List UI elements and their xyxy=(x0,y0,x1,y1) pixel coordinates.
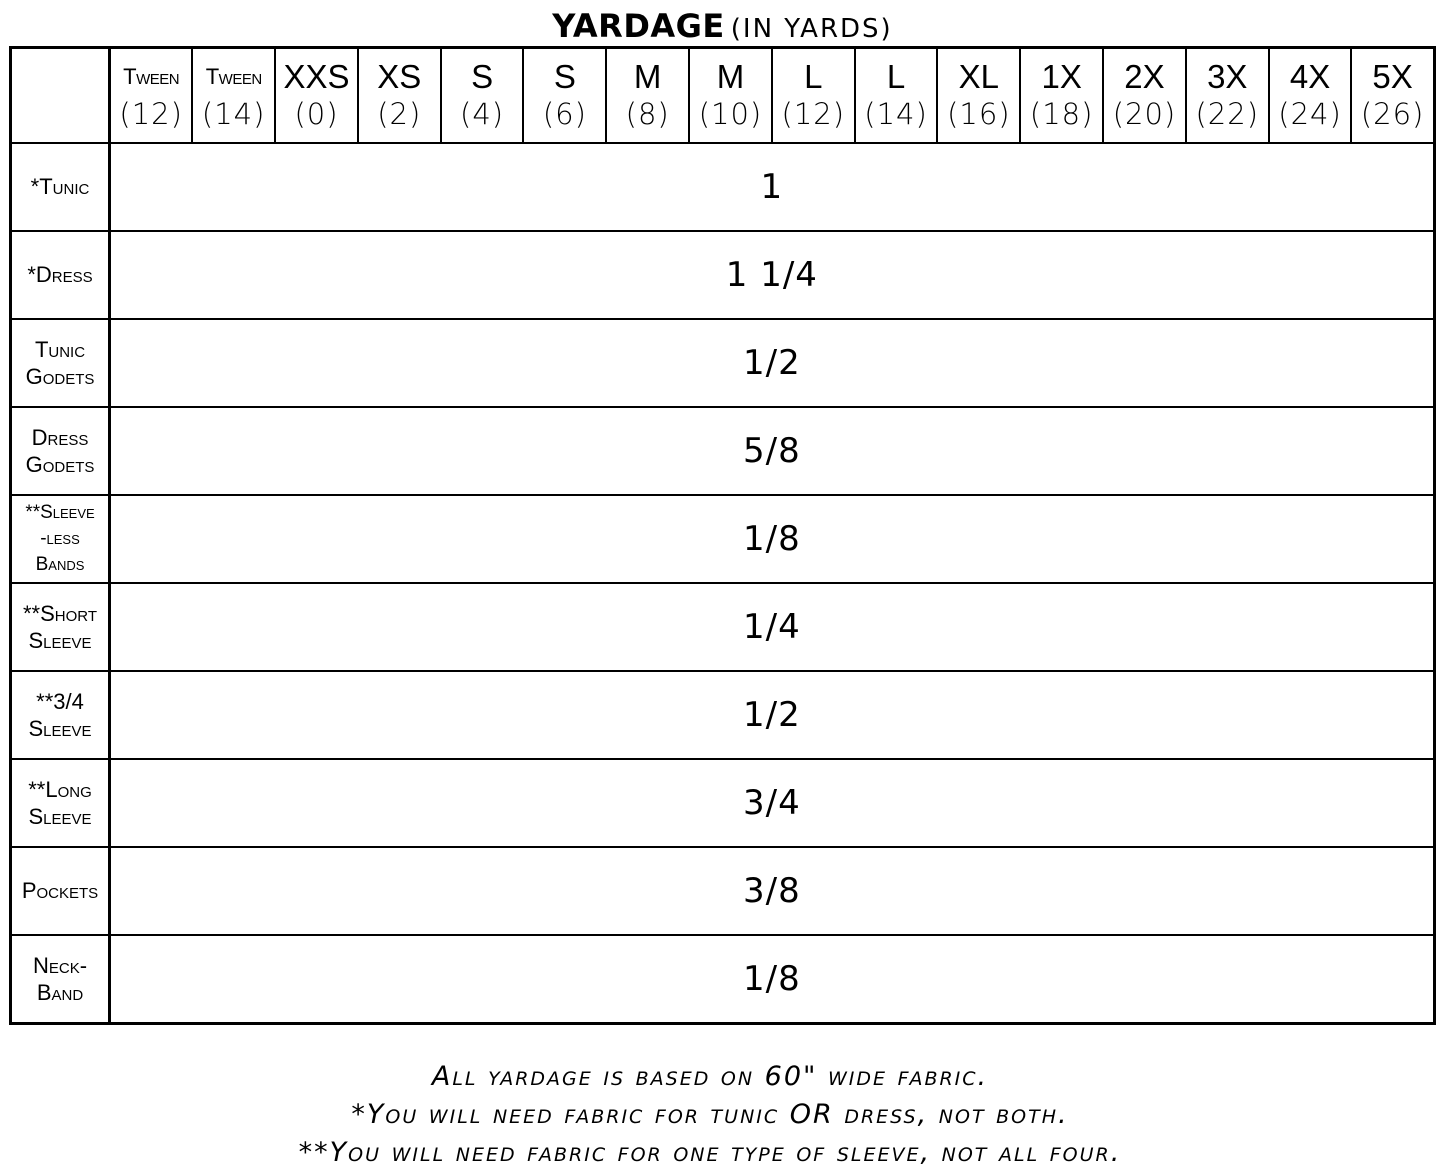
size-number: (14) xyxy=(201,97,266,132)
size-number: (16) xyxy=(947,97,1011,132)
row-label-line: **Sleeve xyxy=(25,501,95,523)
row-yardage-value: 3/8 xyxy=(110,847,1435,935)
size-name: 5X xyxy=(1372,58,1413,96)
table-row xyxy=(11,231,1435,319)
table-row xyxy=(11,671,1435,759)
size-header xyxy=(1351,48,1434,143)
row-label xyxy=(11,935,110,1024)
size-header-row xyxy=(11,48,1435,143)
size-name: XL xyxy=(958,58,1000,96)
size-header xyxy=(937,48,1020,143)
table-row xyxy=(11,143,1435,231)
size-header xyxy=(1020,48,1103,143)
size-number: (0) xyxy=(294,97,339,132)
size-name: 4X xyxy=(1289,58,1331,96)
size-name: Tween xyxy=(123,64,180,90)
size-name: 2X xyxy=(1124,58,1165,96)
size-number: (22) xyxy=(1195,97,1260,132)
table-row xyxy=(11,935,1435,1024)
size-name: M xyxy=(633,58,662,96)
row-label xyxy=(11,671,110,759)
size-header xyxy=(1269,48,1352,143)
size-name: 1X xyxy=(1041,58,1082,96)
row-label-line: Pockets xyxy=(21,878,99,903)
size-header xyxy=(275,48,358,143)
row-label-line: **Short xyxy=(22,600,98,626)
row-yardage-value: 1/2 xyxy=(110,319,1435,407)
size-header xyxy=(855,48,938,143)
row-label-line: **Long xyxy=(28,776,92,802)
size-header xyxy=(523,48,606,143)
size-header xyxy=(772,48,855,143)
row-label-line: Godets xyxy=(25,363,95,389)
size-number: (6) xyxy=(542,97,587,132)
yardage-table xyxy=(9,46,1436,1025)
size-name: 3X xyxy=(1207,58,1248,96)
size-number: (18) xyxy=(1029,97,1094,132)
size-header xyxy=(110,48,193,143)
size-name: XXS xyxy=(283,58,350,96)
size-header xyxy=(441,48,524,143)
size-header xyxy=(689,48,772,143)
size-header xyxy=(1103,48,1186,143)
size-name: S xyxy=(553,58,576,96)
row-label-line: *Tunic xyxy=(30,174,90,199)
row-label xyxy=(11,759,110,847)
row-label-line: Tunic xyxy=(34,336,86,362)
size-number: (2) xyxy=(377,97,422,132)
table-row xyxy=(11,847,1435,935)
size-header xyxy=(606,48,689,143)
size-name: S xyxy=(471,58,494,96)
size-header xyxy=(192,48,275,143)
size-name: L xyxy=(804,58,823,96)
size-number: (12) xyxy=(781,97,846,132)
size-number: (14) xyxy=(864,97,928,132)
table-row xyxy=(11,319,1435,407)
row-yardage-value: 1/8 xyxy=(110,495,1435,583)
size-name: M xyxy=(716,58,745,96)
title-main: YARDAGE xyxy=(552,7,725,45)
row-label xyxy=(11,847,110,935)
corner-cell xyxy=(11,48,110,143)
row-label-line: Dress xyxy=(31,424,89,450)
row-yardage-value: 1/2 xyxy=(110,671,1435,759)
size-name: XS xyxy=(377,58,422,96)
row-yardage-value: 1/8 xyxy=(110,935,1435,1024)
size-header xyxy=(358,48,441,143)
yardage-table-body xyxy=(11,143,1435,1024)
footnote: *You will need fabric for tunic OR dress, not both. xyxy=(351,1099,1069,1130)
row-label xyxy=(11,143,110,231)
row-yardage-value: 1/4 xyxy=(110,583,1435,671)
row-yardage-value: 1 xyxy=(110,143,1435,231)
footnotes xyxy=(0,1058,1420,1172)
size-number: (8) xyxy=(625,97,670,132)
row-label-line: **3/4 xyxy=(36,688,84,714)
row-label-line: Neck- xyxy=(32,952,88,978)
table-row xyxy=(11,407,1435,495)
size-number: (10) xyxy=(698,97,763,132)
title-subtitle: (IN YARDS) xyxy=(730,14,893,44)
size-name: Tween xyxy=(205,64,262,90)
row-label xyxy=(11,319,110,407)
size-number: (4) xyxy=(460,97,505,132)
row-yardage-value: 5/8 xyxy=(110,407,1435,495)
row-label-line: -less xyxy=(40,527,80,549)
row-label-line: Band xyxy=(36,979,84,1005)
size-number: (24) xyxy=(1278,97,1342,132)
row-label-line: *Dress xyxy=(27,262,93,287)
row-label-line: Sleeve xyxy=(28,803,92,829)
row-yardage-value: 1 1/4 xyxy=(110,231,1435,319)
row-yardage-value: 3/4 xyxy=(110,759,1435,847)
row-label xyxy=(11,407,110,495)
size-name: L xyxy=(886,58,906,96)
table-row xyxy=(11,583,1435,671)
row-label-line: Godets xyxy=(25,451,95,477)
row-label-line: Sleeve xyxy=(28,715,92,741)
table-row xyxy=(11,495,1435,583)
row-label xyxy=(11,231,110,319)
size-header xyxy=(1186,48,1269,143)
row-label-line: Sleeve xyxy=(28,627,92,653)
row-label-line: Bands xyxy=(35,553,85,575)
table-row xyxy=(11,759,1435,847)
size-number: (12) xyxy=(119,97,183,132)
row-label xyxy=(11,583,110,671)
footnote: **You will need fabric for one type of sleeve, not all four. xyxy=(298,1137,1122,1168)
footnote: All yardage is based on 60" wide fabric. xyxy=(431,1061,989,1092)
size-number: (20) xyxy=(1112,97,1177,132)
size-number: (26) xyxy=(1360,97,1425,132)
row-label xyxy=(11,495,110,583)
